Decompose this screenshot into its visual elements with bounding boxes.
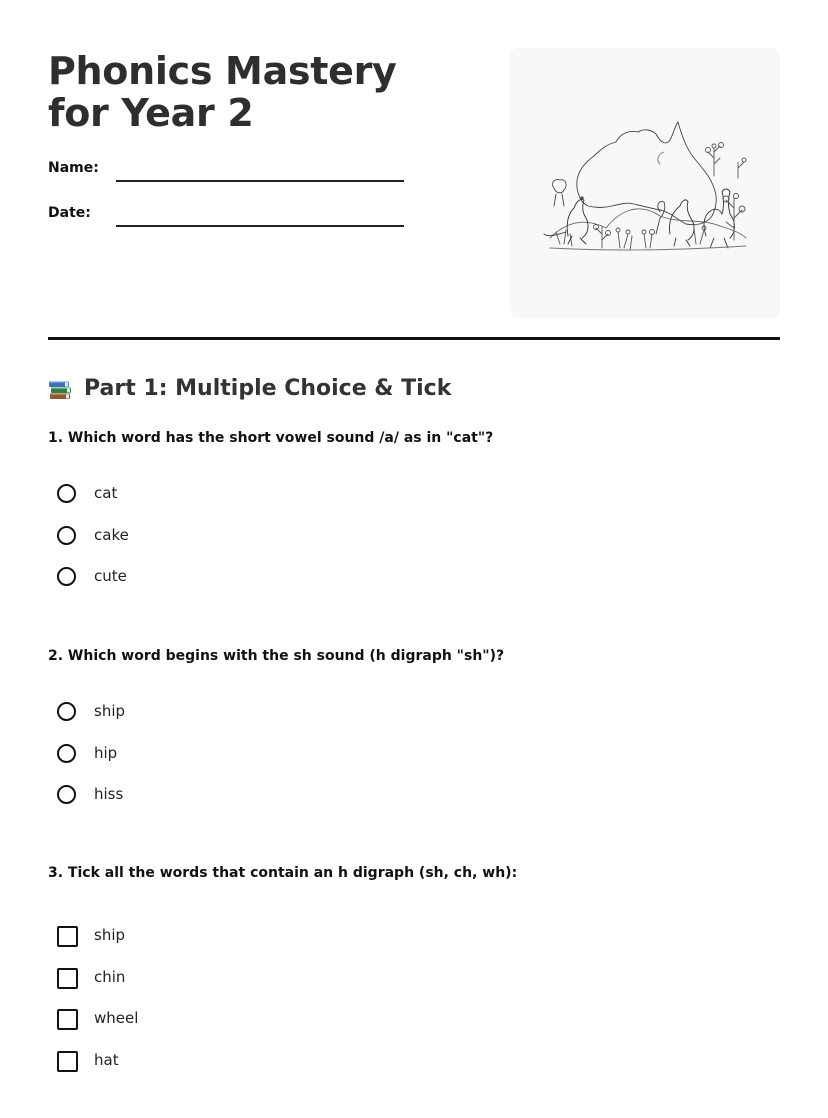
option-wheel[interactable]: [57, 1009, 138, 1051]
section-title-text: Part 1: Multiple Choice & Tick: [84, 376, 452, 401]
radio-button[interactable]: [57, 785, 76, 804]
name-label: Name:: [48, 160, 99, 176]
option-cat[interactable]: [57, 484, 129, 526]
option-label: chin: [94, 967, 126, 986]
option-hip[interactable]: [57, 744, 125, 786]
option-hat[interactable]: [57, 1051, 138, 1093]
option-label: cute: [94, 567, 127, 585]
question-1: [48, 428, 780, 585]
date-input-line[interactable]: [116, 225, 404, 227]
option-label: hat: [94, 1050, 119, 1069]
option-label: cake: [94, 525, 129, 544]
section-title-part1: [48, 374, 451, 404]
radio-button[interactable]: [57, 484, 76, 503]
date-label: Date:: [48, 205, 91, 221]
option-list: [57, 926, 138, 1092]
radio-button[interactable]: [57, 702, 76, 721]
option-list: [57, 702, 125, 827]
option-label: ship: [94, 702, 126, 720]
worksheet-page: [48, 0, 780, 1069]
checkbox[interactable]: [57, 926, 78, 947]
option-hiss[interactable]: [57, 785, 125, 827]
option-label: hip: [94, 743, 118, 762]
question-text: 3. Tick all the words that contain an h digraph (sh, ch, wh):: [48, 865, 518, 881]
australia-wildlife-sketch-icon: [510, 48, 780, 318]
question-text: 2. Which word begins with the sh sound (h digraph "sh")?: [48, 648, 505, 664]
page-title: Phonics Mastery for Year 2: [48, 49, 397, 135]
checkbox[interactable]: [57, 1051, 78, 1072]
date-field[interactable]: [48, 203, 408, 233]
question-3: [48, 863, 780, 1069]
question-2: [48, 646, 780, 803]
option-label: wheel: [94, 1009, 139, 1027]
option-cake[interactable]: [57, 526, 129, 568]
radio-button[interactable]: [57, 567, 76, 586]
name-field[interactable]: [48, 158, 408, 188]
option-label: ship: [94, 926, 126, 944]
option-label: cat: [94, 484, 118, 502]
option-cute[interactable]: [57, 567, 129, 609]
header-divider: [48, 337, 780, 340]
option-list: [57, 484, 129, 609]
checkbox[interactable]: [57, 968, 78, 989]
books-icon: [48, 376, 74, 402]
option-ship[interactable]: [57, 926, 138, 968]
name-input-line[interactable]: [116, 180, 404, 182]
option-ship[interactable]: [57, 702, 125, 744]
question-text: 1. Which word has the short vowel sound /a/ as in "cat"?: [48, 430, 494, 446]
radio-button[interactable]: [57, 526, 76, 545]
option-chin[interactable]: [57, 968, 138, 1010]
radio-button[interactable]: [57, 744, 76, 763]
worksheet-header: [48, 0, 780, 340]
checkbox[interactable]: [57, 1009, 78, 1030]
option-label: hiss: [94, 785, 124, 803]
